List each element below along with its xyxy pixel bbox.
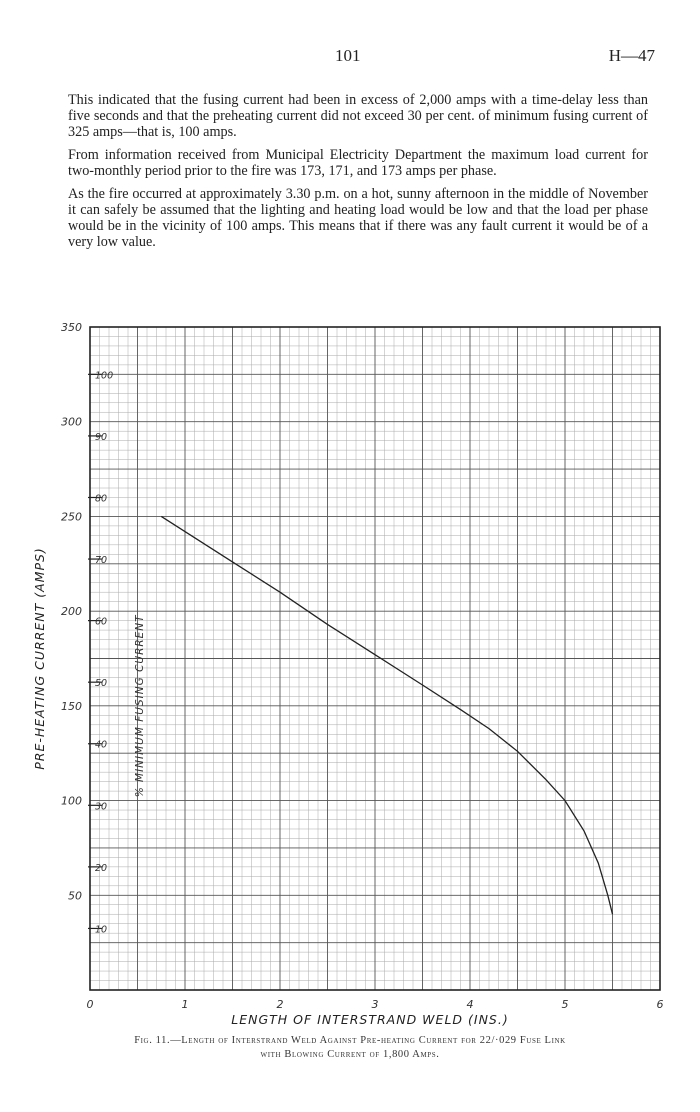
x-tick-labels <box>87 998 664 1011</box>
y-tick-label: 50 <box>68 889 82 903</box>
secondary-tick-label: 50 <box>95 678 108 690</box>
x-tick-label: 0 <box>86 998 94 1011</box>
secondary-tick-label: 10 <box>95 924 108 936</box>
secondary-tick-label: 60 <box>95 616 108 628</box>
secondary-tick-label: 80 <box>95 493 108 505</box>
page-number: 101 <box>335 46 361 65</box>
secondary-axis-title: % MINIMUM FUSING CURRENT <box>134 614 146 798</box>
secondary-tick-label: 90 <box>95 431 108 443</box>
secondary-tick-label: 40 <box>95 739 108 751</box>
x-tick-label: 1 <box>181 998 189 1011</box>
paragraph: As the fire occurred at approximately 3.30 p.m. on a hot, sunny afternoon in the middle of November it can safely be assumed that the lighting and heating load would be low and that the load per phase would be in the vicinity of 100 amps. This means that if there was any fault current it would be of a very low value. <box>68 186 648 250</box>
x-tick-label: 3 <box>371 998 379 1011</box>
y-axis-title: PRE-HEATING CURRENT (AMPS) <box>32 547 47 770</box>
secondary-axis <box>88 370 113 935</box>
y-tick-label: 350 <box>61 321 82 334</box>
secondary-tick-label: 70 <box>95 555 108 567</box>
x-tick-label: 4 <box>466 998 474 1011</box>
secondary-tick-label: 20 <box>95 862 108 874</box>
paragraph: This indicated that the fusing current had been in excess of 2,000 amps with a time-delay less than five seconds and that the preheating current did not exceed 30 per cent. of minimum fusing current of 325 amps—that is, 100 amps. <box>68 92 648 140</box>
page-reference: H—47 <box>608 46 655 65</box>
x-tick-label: 6 <box>656 998 664 1011</box>
secondary-tick-label: 100 <box>95 370 114 382</box>
figure-caption <box>30 1034 670 1062</box>
y-tick-label: 150 <box>61 699 82 713</box>
caption-line-1: Fig. 11.—Length of Interstrand Weld Against Pre-heating Current for 22/·029 Fuse Link <box>134 1035 566 1046</box>
caption-line-2: with Blowing Current of 1,800 Amps. <box>260 1049 440 1060</box>
secondary-tick-label: 30 <box>95 801 108 813</box>
x-axis-title: LENGTH OF INTERSTRAND WELD (INS.) <box>231 1012 509 1027</box>
y-tick-label: 300 <box>61 415 82 429</box>
x-tick-label: 2 <box>276 998 284 1011</box>
x-tick-label: 5 <box>561 998 569 1011</box>
y-tick-label: 100 <box>61 794 82 808</box>
y-tick-label: 200 <box>61 605 82 619</box>
paragraph: From information received from Municipal Electricity Department the maximum load current for two-monthly period prior to the fire was 173, 171, and 173 amps per phase. <box>68 147 648 179</box>
y-tick-label: 250 <box>61 510 82 524</box>
y-tick-labels <box>61 321 82 902</box>
